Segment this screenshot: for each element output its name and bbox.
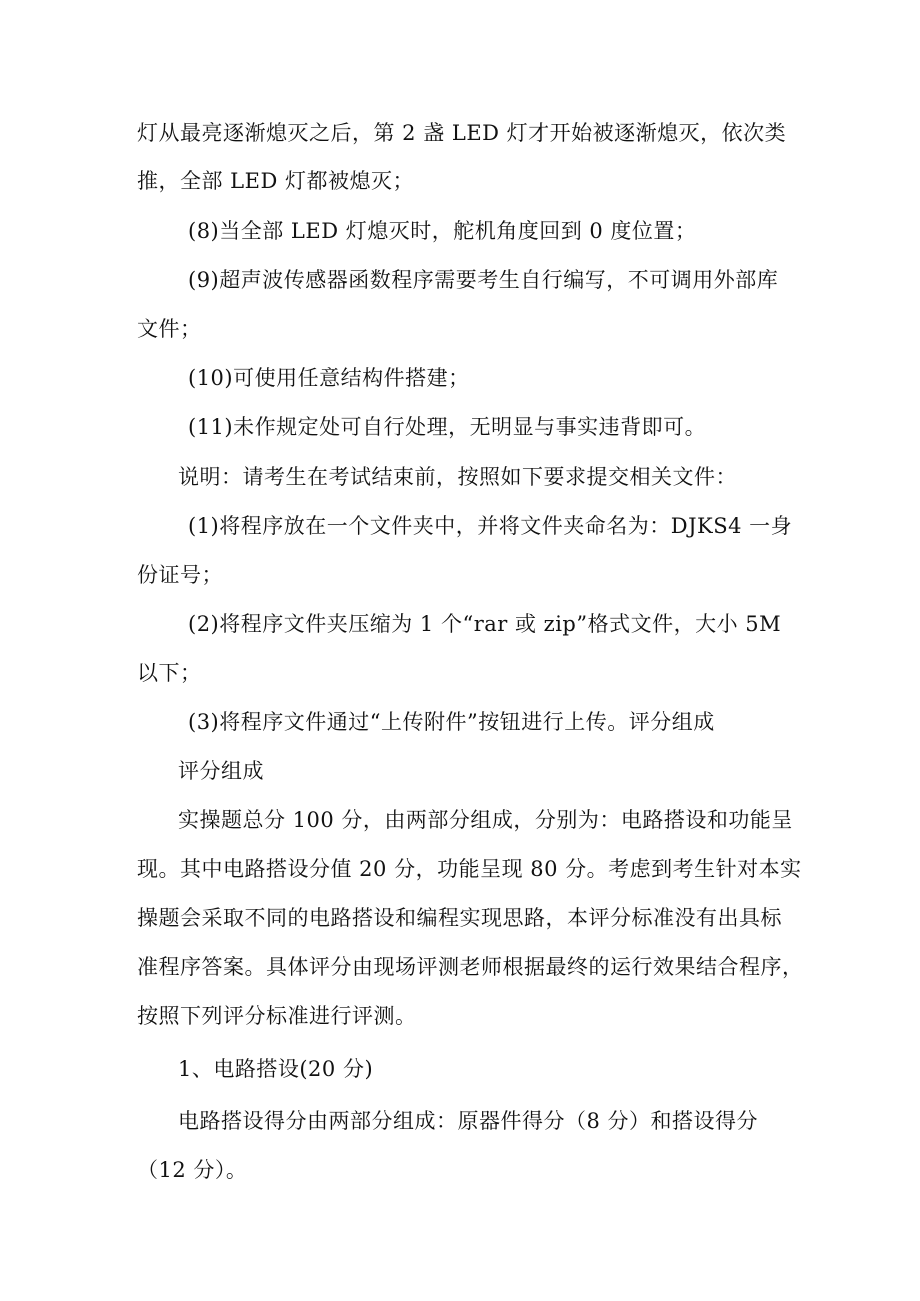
list-item-11: (11)未作规定处可自行处理，无明显与事实违背即可。: [188, 415, 707, 439]
list-item-9: (9)超声波传感器函数程序需要考生自行编写，不可调用外部库: [188, 268, 779, 292]
paragraph-line: 电路搭设得分由两部分组成：原器件得分（8 分）和搭设得分: [178, 1109, 759, 1133]
section-heading: 评分组成: [178, 759, 264, 783]
submit-item-2: (2)将程序文件夹压缩为 1 个“rar 或 zip”格式文件，大小 5M: [188, 612, 782, 636]
paragraph-line: 按照下列评分标准进行评测。: [137, 1004, 417, 1028]
subsection-heading: 1、电路搭设(20 分): [178, 1057, 374, 1081]
submit-item-3: (3)将程序文件通过“上传附件”按钮进行上传。评分组成: [188, 710, 715, 734]
paragraph-line: 文件；: [137, 317, 202, 341]
paragraph-line: 准程序答案。具体评分由现场评测老师根据最终的运行效果结合程序，: [137, 955, 804, 979]
instructions-heading: 说明：请考生在考试结束前，按照如下要求提交相关文件：: [178, 465, 737, 489]
paragraph-line: 以下；: [137, 661, 202, 685]
list-item-8: (8)当全部 LED 灯熄灭时，舵机角度回到 0 度位置；: [188, 219, 697, 243]
paragraph-line: （12 分）。: [137, 1158, 248, 1182]
submit-item-1: (1)将程序放在一个文件夹中，并将文件夹命名为：DJKS4 一身: [188, 514, 793, 538]
paragraph-line: 推，全部 LED 灯都被熄灭；: [137, 169, 414, 193]
paragraph-line: 份证号；: [137, 563, 223, 587]
paragraph-line: 操题会采取不同的电路搭设和编程实现思路，本评分标准没有出具标: [137, 906, 782, 930]
paragraph-line: 灯从最亮逐渐熄灭之后，第 2 盏 LED 灯才开始被逐渐熄灭，依次类: [137, 121, 787, 145]
list-item-10: (10)可使用任意结构件搭建；: [188, 366, 470, 390]
paragraph-line: 现。其中电路搭设分值 20 分，功能呈现 80 分。考虑到考生针对本实: [137, 857, 802, 881]
paragraph-line: 实操题总分 100 分，由两部分组成，分别为：电路搭设和功能呈: [178, 808, 793, 832]
